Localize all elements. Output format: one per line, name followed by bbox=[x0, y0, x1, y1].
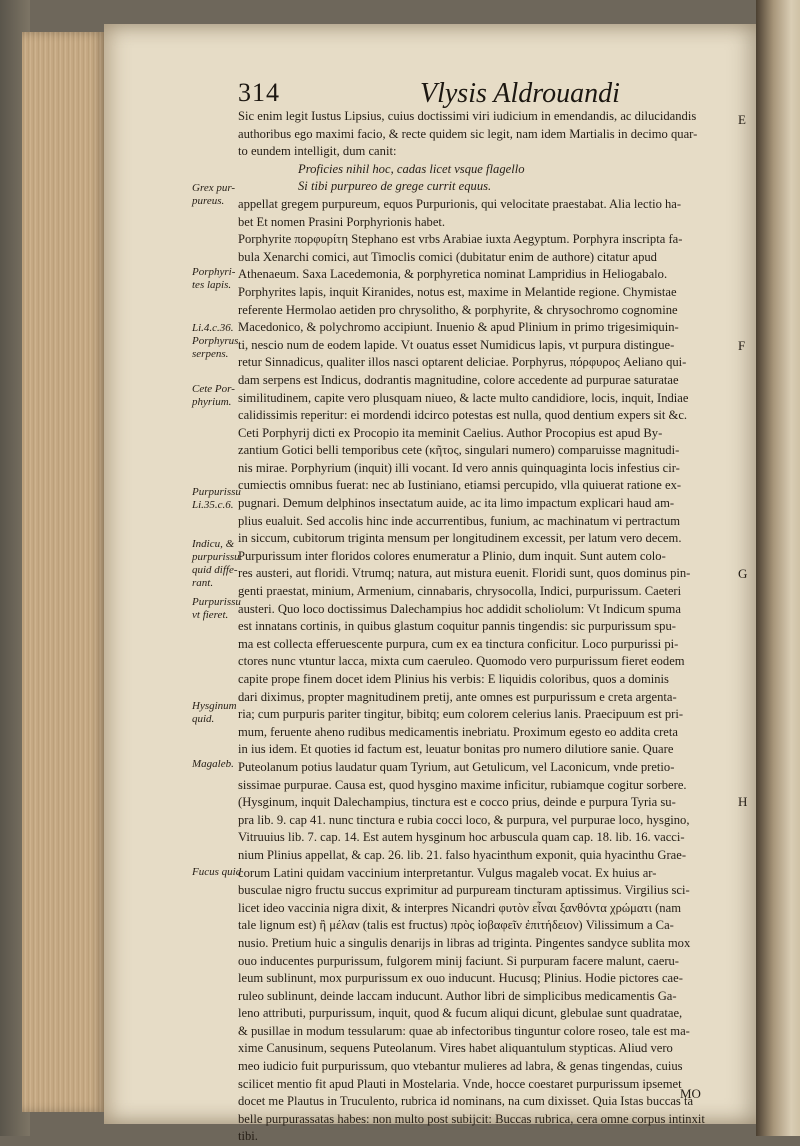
text-line: ti, nescio num de eodem lapide. Vt ouatus esset Numidicus lapis, vt purpura distingue- bbox=[238, 337, 675, 352]
text-line: scilicet mentio fit apud Plauti in Mostelaria. Vnde, hocce coestaret purpurissum ipsemet bbox=[238, 1076, 682, 1091]
text-line: zantium Gotici belli temporibus cete (κῆτος, singulari numero) comparuisse magnitudi- bbox=[238, 443, 680, 458]
text-line: cumiectis omnibus fuerat: nec ab Iustiniano, etiamsi percupido, vlla quiuerat ratione ex- bbox=[238, 478, 682, 493]
text-line: meo iudicio fuit purpurissum, quo vtebantur mulieres ad labra, & genas tingendas, cuius bbox=[238, 1059, 683, 1074]
text-line: Athenaeum. Saxa Lacedemonia, & porphyretica nominat Lampridius in Heliogabalo. bbox=[238, 267, 668, 282]
text-line: tibi. bbox=[238, 1129, 258, 1144]
text-line: mum, feruente aheno rudibus medicamentis inebriatu. Proximum egesto eo addita creta bbox=[238, 724, 678, 739]
text-line: res austeri, aut floridi. Vtrumq; natura, aut mistura euenit. Floridi sunt, quos dominus pin- bbox=[238, 566, 691, 581]
text-line: ctores nunc vtuntur lacca, mixta cum caeruleo. Quomodo vero purpurissum fieret eodem bbox=[238, 654, 685, 669]
text-line: bet Et nomen Prasini Porphyrionis habet. bbox=[238, 214, 446, 229]
text-line: nium Plinius appellat, & cap. 26. lib. 21. falso hyacinthum exponit, quia hyacinthu Grae- bbox=[238, 847, 687, 862]
margin-note: Hysginum quid. bbox=[192, 700, 237, 725]
text-line: Proficies nihil hoc, cadas licet vsque flagello bbox=[298, 161, 525, 176]
text-line: calidissimis reperitur: ei mordendi idcirco potestas est nulla, quod dentium expers sit &c. bbox=[238, 408, 688, 423]
text-line: Ceti Porphyrij dicti ex Procopio ita meminit Caelius. Author Procopius est apud By- bbox=[238, 425, 663, 440]
text-line: dari diximus, propter magnitudinem pretij, ante omnes est purpurissum e creta argenta- bbox=[238, 689, 677, 704]
text-line: ria; cum purpuris pariter tingitur, bibitq; eum colorem celerius lanis. Praecipuum est pri- bbox=[238, 707, 684, 722]
text-line: pugnari. Demum delphinos insectatum auide, ac ita limo impactum explicari haud am- bbox=[238, 496, 675, 511]
margin-note: Grex pur- pureus. bbox=[192, 182, 236, 207]
text-line: (Hysginum, inquit Dalechampius, tinctura est e cocco prius, deinde e purpura Tyria su- bbox=[238, 795, 676, 810]
text-line: dam serpens est Indicus, dodrantis magnitudine, colore accedente ad purpurae saturatae bbox=[238, 372, 679, 387]
text-line: busculae nigro fructu succus exprimitur ad purpuream tincturam aptissimus. Virgilius sci- bbox=[238, 883, 690, 898]
text-line: tale lignum est) ἢ μέλαν (talis est fructus) πρὸς ἰοβαφεῖν ἐπιτήδειον) Vilissimum a Ca- bbox=[238, 918, 674, 933]
catchword: MO bbox=[680, 1086, 701, 1101]
text-line: in ius idem. Et quoties id factum est, leuatur bonitas pro numero dilutiore sanie. Quare bbox=[238, 742, 674, 757]
text-line: to eundem intelligit, dum canit: bbox=[238, 144, 397, 159]
text-line: plius eualuit. Sed accolis hinc inde accurrentibus, funium, ac machinatum vi pertractum bbox=[238, 513, 681, 528]
text-line: pra lib. 9. cap 41. nunc tinctura e rubia cocci loco, & purpura, vel purpurae loco, hysgino, bbox=[238, 812, 690, 827]
text-line: & pusillae in modum tessularum: quae ab infectoribus tinguntur colore roseo, tale est ma- bbox=[238, 1023, 690, 1038]
text-line: ouo inducentes purpurissum, fulgorem minij faciunt. Si purpuram facere malunt, caeru- bbox=[238, 953, 680, 968]
text-line: sissimae purpurae. Causa est, quod hysgino maxime inficitur, rubiamque cogitur sorbere. bbox=[238, 777, 687, 792]
page-block-edge bbox=[22, 32, 106, 1112]
margin-note: Fucus quid bbox=[192, 866, 242, 878]
margin-note: Cete Por- phyrium. bbox=[192, 383, 235, 408]
text-line: Porphyrite πορφυρίτη Stephano est vrbs Arabiae iuxta Aegyptum. Porphyra inscripta fa- bbox=[238, 232, 683, 247]
section-letter: F bbox=[738, 338, 746, 353]
text-line: corum Latini quidam vaccinium interpretantur. Vulgus magaleb vocat. Ex huius ar- bbox=[238, 865, 657, 880]
body-text bbox=[238, 108, 732, 1146]
text-line: austeri. Quo loco doctissimus Dalechampius hoc addidit scholiolum: Vt Indicum spuma bbox=[238, 601, 681, 616]
text-line: xime Canusinum, sequens Puteolanum. Vires habet aliquantulum stypticas. Aliud vero bbox=[238, 1041, 673, 1056]
text-line: leno attributi, purpurissum, inquit, quod & fucum aliqui dicunt, glebulae sunt quadratae, bbox=[238, 1006, 683, 1021]
text-line: belle purpurassatas habes: non multo post subijcit: Buccas rubrica, cera omne corpus intinxit bbox=[238, 1111, 705, 1126]
text-line: genti praestat, minium, Armenium, cinnabaris, chrysocolla, Indici, purpurissum. Caeteri bbox=[238, 584, 682, 599]
text-line: est innatans cortinis, in quibus glastum coquitur pannis tingendis: sic purpurissum spu- bbox=[238, 619, 676, 634]
section-letter: G bbox=[738, 566, 748, 581]
page-number: 314 bbox=[238, 78, 280, 107]
text-line: docet me Plautus in Truculento, rubrica id nominans, na cum dixisset. Quia Istas buccas ta bbox=[238, 1094, 694, 1109]
margin-note: Magaleb. bbox=[192, 758, 234, 770]
text-line: authoribus ego maximi facio, & recte quidem sic legit, nam idem Martialis in decimo quar- bbox=[238, 126, 698, 141]
margin-note: Li.4.c.36. Porphyrus serpens. bbox=[192, 322, 239, 360]
text-line: nis mirae. Porphyrium (inquit) illi vocant. Id vero annis quinquaginta locis infestius cir- bbox=[238, 460, 680, 475]
margin-note: Porphyri- tes lapis. bbox=[192, 266, 236, 291]
section-letter: E bbox=[738, 112, 746, 127]
text-line: leum sublinunt, mox purpurissum ex ouo inducunt. Hucusq; Plinius. Hodie pictores cae- bbox=[238, 971, 683, 986]
margin-note: Indicu, & purpurissu quid diffe- rant. bbox=[192, 538, 240, 589]
text-line: similitudinem, capite vero plusquam niueo, & lacte multo candidiore, locis, inquit, Indiae bbox=[238, 390, 689, 405]
text-line: in siccum, cubitorum triginta mensum per longitudinem excessit, per latum vero decem. bbox=[238, 531, 682, 546]
text-line: retur Sinnadicus, qualiter illos nasci optarent deliciae. Porphyrus, πόρφυρος Aeliano qui- bbox=[238, 355, 687, 370]
text-line: ruleo sublinunt, deinde laccam inducunt. Author libri de simplicibus medicamentis Ga- bbox=[238, 988, 677, 1003]
text-line: Purpurissum inter floridos colores enumeratur a Plinio, dum inquit. Sunt autem colo- bbox=[238, 548, 666, 563]
text-line: Macedonico, & polychromo accipiunt. Inuenio & apud Plinium in primo trigesimiquin- bbox=[238, 320, 679, 335]
text-line: appellat gregem purpureum, equos Purpurionis, qui velocitate praestabat. Alia lectio ha- bbox=[238, 196, 682, 211]
text-line: Puteolanum potius laudatur quam Tyrium, aut Getulicum, vel Laconicum, vnde pretio- bbox=[238, 759, 675, 774]
text-line: licet ideo vaccinia nigra dixit, & interpres Nicandri φυτὸν εἶναι ξανθόντα χρώματι (nam bbox=[238, 900, 681, 915]
text-line: ma est collecta efferuescente purpura, cum ex ea tinctura conficitur. Loco purpurissi pi- bbox=[238, 636, 679, 651]
text-line: capite prope finem docet idem Plinius his verbis: E liquidis coloribus, quos a dominis bbox=[238, 672, 669, 686]
text-line: Vitruuius lib. 7. cap. 14. Est autem hysginum hoc arbuscula quam cap. 18. lib. 16. vacci- bbox=[238, 830, 685, 845]
margin-note: Purpurissu vt fieret. bbox=[192, 596, 241, 621]
text-line: nusio. Pretium huic a singulis denarijs in libras ad triginta. Pingentes sandyce sublita mox bbox=[238, 935, 691, 950]
book-gutter bbox=[756, 0, 800, 1136]
margin-note: Purpurissu Li.35.c.6. bbox=[192, 486, 241, 511]
text-line: bula Xenarchi comici, aut Timoclis comici (dubitatur enim de authore) citatur apud bbox=[238, 249, 657, 264]
text-line: Si tibi purpureo de grege currit equus. bbox=[298, 179, 492, 194]
text-line: Sic enim legit Iustus Lipsius, cuius doctissimi viri iudicium in emendandis, ac dilucidandis bbox=[238, 109, 697, 123]
text-line: referente Hermolao aetiden pro chrysolitho, & porphyrite, & chrysochromo cognomine bbox=[238, 302, 678, 317]
text-line: Porphyrites lapis, inquit Kiranides, notus est, maxime in Melantide regione. Chymistae bbox=[238, 284, 677, 299]
running-title: Vlysis Aldrouandi bbox=[420, 78, 620, 109]
section-letter: H bbox=[738, 794, 748, 809]
